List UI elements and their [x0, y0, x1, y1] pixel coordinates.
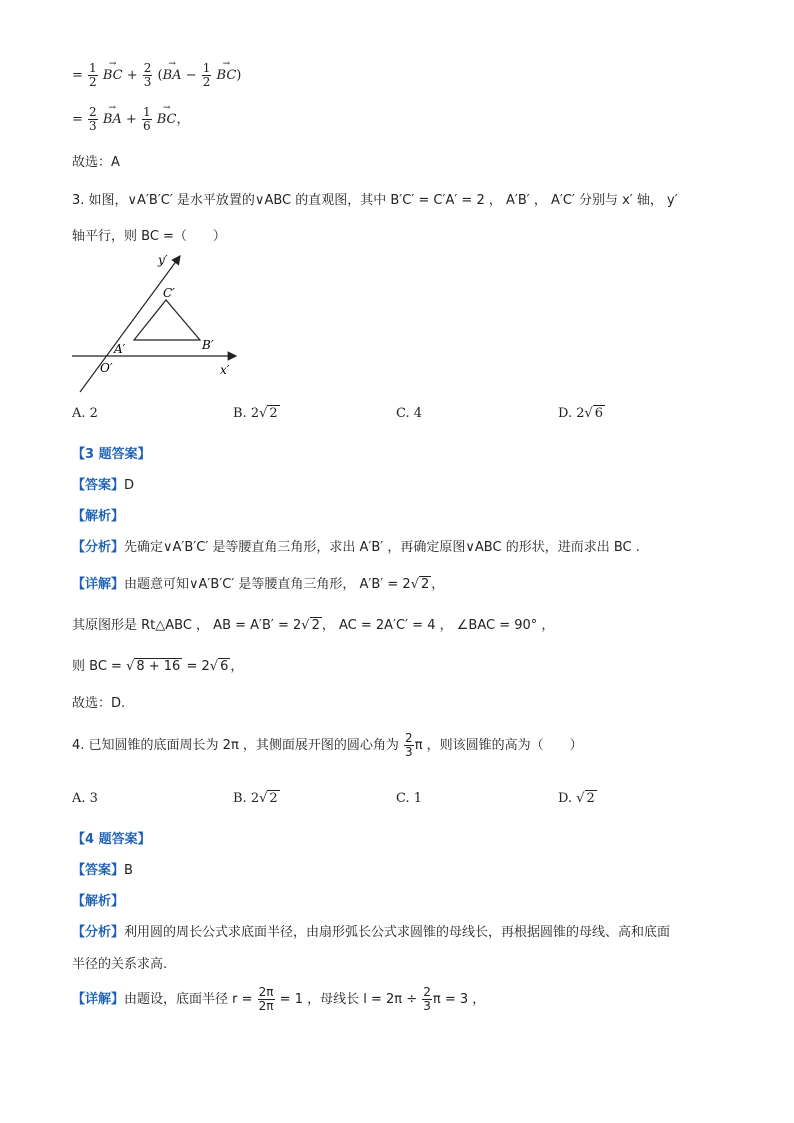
- q3-option-b: B. 2√ 2: [233, 406, 278, 421]
- eq-sign: =: [72, 112, 83, 127]
- fraction: [88, 106, 98, 133]
- q3-option-d: D. 2√ 6: [558, 406, 604, 421]
- option-text: D. 2: [558, 406, 585, 421]
- fraction: [202, 62, 212, 89]
- q4-option-d: D. √ 2: [558, 791, 595, 806]
- q3-answer-header: 【3 题答案】: [72, 447, 151, 462]
- radicand: 2: [586, 791, 595, 806]
- y-axis: [80, 256, 180, 392]
- minus: −: [185, 68, 197, 83]
- q3-option-a: A. 2: [72, 406, 98, 421]
- frac-den: 3: [143, 75, 152, 89]
- frac-den: 3: [405, 745, 413, 759]
- frac-num: 2: [405, 731, 413, 745]
- frac-num: 1: [89, 61, 97, 75]
- punct: ，: [230, 659, 244, 674]
- fraction: [88, 62, 98, 89]
- text: π ，则该圆锥的高为（ ）: [414, 738, 583, 753]
- fraction: [142, 106, 152, 133]
- text: = 1 ，母线长 l = 2π ÷: [279, 992, 418, 1007]
- q3-analysis-tag: 【解析】: [72, 509, 125, 524]
- fraction: [258, 986, 275, 1013]
- q3-choose: 故选：D.: [72, 696, 126, 711]
- xiangjie-tag: 【详解】: [72, 577, 125, 592]
- fraction: [422, 986, 432, 1013]
- q3-stem-1: 3. 如图，∨A′B′C′ 是水平放置的∨ABC 的直观图，其中 B′C′ = C′A′ = 2 ， A′B′ ， A′C′ 分别与 x′ 轴， y′: [72, 193, 678, 208]
- frac-num: 2: [423, 985, 431, 999]
- label-o: O′: [100, 361, 113, 375]
- radicand: 2: [269, 791, 278, 806]
- punct: ，: [176, 112, 190, 127]
- q3-xiangjie: 【详解】由题意可知∨A′B′C′ 是等腰直角三角形， A′B′ = 2√ 2 ，: [72, 577, 445, 592]
- text: 4. 已知圆锥的底面周长为 2π ，其侧面展开图的圆心角为: [72, 738, 399, 753]
- oblique-projection-figure: [68, 250, 248, 400]
- radicand: 2: [420, 577, 430, 592]
- frac-den: 3: [423, 999, 431, 1013]
- answer-value: B: [124, 863, 133, 878]
- q2-line-2: [72, 106, 190, 133]
- q3-bc-result: 则 BC = √ 8 + 16 = 2√ 6 ，: [72, 659, 244, 674]
- fenxi-tag: 【分析】: [72, 925, 125, 940]
- text: 其原图形是 Rt△ABC ， AB = A′B′ = 2: [72, 618, 302, 633]
- fenxi-text: 先确定∨A′B′C′ 是等腰直角三角形，求出 A′B′ ，再确定原图∨ABC 的形状，进而求出 BC .: [124, 540, 640, 555]
- q4-analysis-tag: 【解析】: [72, 894, 125, 909]
- label-c: C′: [163, 286, 175, 300]
- q4-answer: [72, 859, 133, 878]
- radicand: 8 + 16: [136, 659, 181, 674]
- label-a: A′: [114, 342, 126, 356]
- q3-option-c: C. 4: [396, 406, 423, 421]
- answer-tag: 【答案】: [72, 863, 125, 878]
- q2-line-1: [72, 62, 241, 89]
- q4-answer-header: 【4 题答案】: [72, 832, 151, 847]
- q4-option-a: A. 3: [72, 791, 98, 806]
- q2-choose: 故选：A: [72, 155, 120, 170]
- q3-fenxi: [72, 536, 640, 555]
- text: ， AC = 2A′C′ = 4 ， ∠BAC = 90° ，: [321, 618, 555, 633]
- fenxi-text: 利用圆的周长公式求底面半径，由扇形弧长公式求圆锥的母线长，再根据圆锥的母线、高和底面: [124, 925, 671, 940]
- radicand: 6: [594, 406, 604, 421]
- q3-original-figure: 其原图形是 Rt△ABC ， AB = A′B′ = 2√ 2 ， AC = 2A′C′ = 4 ， ∠BAC = 90° ，: [72, 618, 555, 633]
- vector: → BA: [103, 112, 122, 127]
- q4-option-b: B. 2√ 2: [233, 791, 278, 806]
- paren: (: [157, 68, 163, 83]
- option-text: B. 2: [233, 406, 260, 421]
- frac-num: 1: [142, 105, 151, 119]
- q4-option-c: C. 1: [396, 791, 423, 806]
- frac-num: 2π: [258, 985, 274, 999]
- text: = 2: [182, 659, 210, 674]
- radicand: 6: [220, 659, 229, 674]
- q4-stem: [72, 732, 583, 759]
- vector: → BC: [103, 68, 123, 83]
- vector: → BC: [157, 112, 177, 127]
- q4-fenxi-1: [72, 921, 670, 940]
- label-x: x′: [220, 363, 230, 377]
- fraction: [404, 732, 414, 759]
- plus: +: [126, 68, 138, 83]
- punct: ，: [431, 577, 445, 592]
- option-text: D.: [558, 791, 577, 806]
- text: 由题设，底面半径 r =: [124, 992, 253, 1007]
- frac-den: 2: [89, 75, 97, 89]
- text: 则 BC =: [72, 659, 127, 674]
- plus: +: [125, 112, 137, 127]
- answer-tag: 【答案】: [72, 478, 125, 493]
- label-y: y′: [158, 253, 168, 267]
- frac-den: 2π: [258, 999, 274, 1013]
- answer-value: D: [124, 478, 135, 493]
- paren: ): [236, 68, 242, 83]
- q3-stem-2: 轴平行，则 BC =（ ）: [72, 229, 226, 244]
- vector: → BC: [217, 68, 237, 83]
- frac-num: 2: [143, 61, 152, 75]
- frac-den: 6: [142, 119, 151, 133]
- frac-num: 1: [202, 61, 211, 75]
- q4-xiangjie: [72, 986, 485, 1013]
- fraction: [143, 62, 153, 89]
- eq-sign: =: [72, 68, 83, 83]
- q4-fenxi-2: 半径的关系求高.: [72, 957, 168, 972]
- label-b: B′: [202, 338, 214, 352]
- radicand: 2: [311, 618, 320, 633]
- xiangjie-tag: 【详解】: [72, 992, 125, 1007]
- fenxi-tag: 【分析】: [72, 540, 125, 555]
- frac-num: 2: [89, 105, 97, 119]
- frac-den: 2: [202, 75, 211, 89]
- frac-den: 3: [89, 119, 97, 133]
- q3-answer: [72, 474, 134, 493]
- text: π = 3 ，: [432, 992, 486, 1007]
- xiangjie-text: 由题意可知∨A′B′C′ 是等腰直角三角形， A′B′ = 2: [124, 577, 411, 592]
- option-text: B. 2: [233, 791, 260, 806]
- radicand: 2: [269, 406, 278, 421]
- vector: → BA: [163, 68, 182, 83]
